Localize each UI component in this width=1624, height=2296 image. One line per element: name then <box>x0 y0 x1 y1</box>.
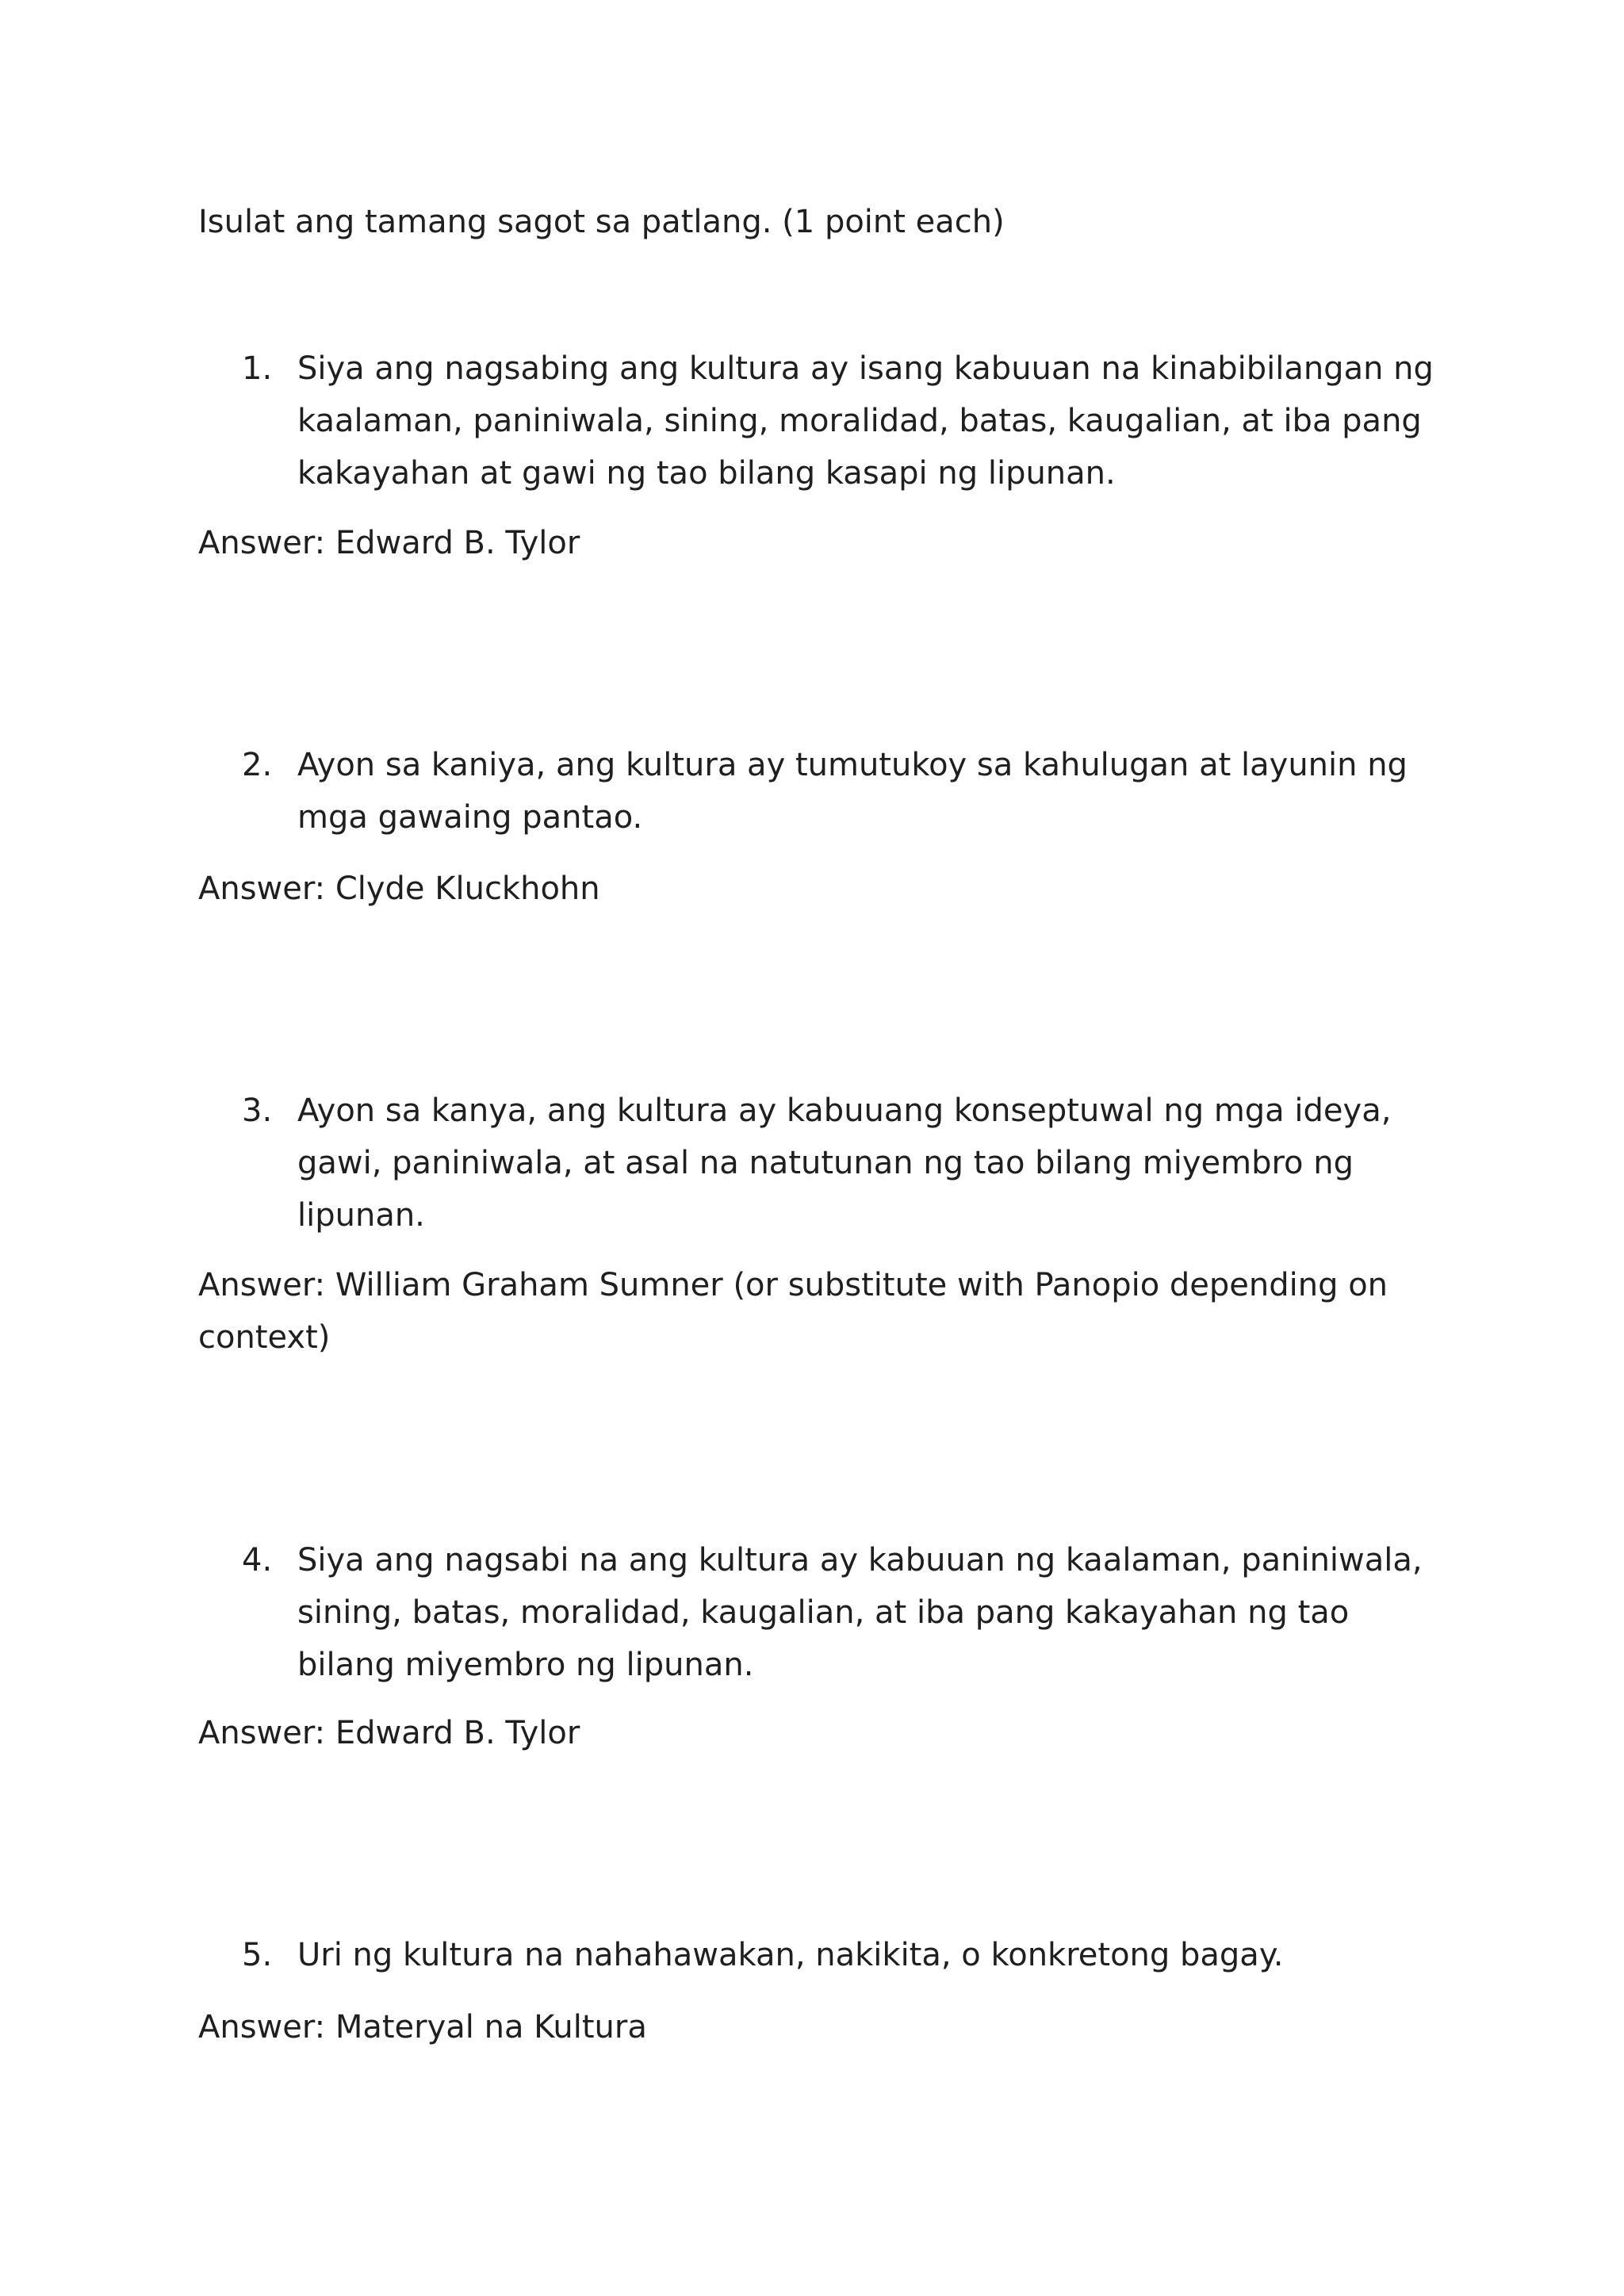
question-item <box>242 1534 1435 1691</box>
answer-text: Answer: Clyde Kluckhohn <box>198 871 600 907</box>
question-number: 3. <box>242 1093 273 1129</box>
question-item <box>242 1085 1435 1242</box>
question-item <box>242 342 1435 499</box>
question-text: Ayon sa kanya, ang kultura ay kabuuang konseptuwal ng mga ideya, gawi, paniniwala, at asal na natutunan ng tao bilang miyembro ng lipunan. <box>297 1093 1392 1234</box>
answer-text: Answer: Materyal na Kultura <box>198 2009 647 2045</box>
answer-text: Answer: William Graham Sumner (or substitute with Panopio depending on context) <box>198 1267 1388 1356</box>
question-text: Uri ng kultura na nahahawakan, nakikita, o konkretong bagay. <box>297 1937 1284 1973</box>
question-number: 1. <box>242 350 273 387</box>
question-number: 4. <box>242 1542 273 1578</box>
instruction-text: Isulat ang tamang sagot sa patlang. (1 point each) <box>198 204 1005 240</box>
question-item <box>242 739 1435 844</box>
question-number: 5. <box>242 1937 273 1973</box>
question-item <box>242 1929 1435 1981</box>
answer-text: Answer: Edward B. Tylor <box>198 525 580 561</box>
question-text: Siya ang nagsabing ang kultura ay isang kabuuan na kinabibilangan ng kaalaman, paniniwala, sining, moralidad, batas, kaugalian, at iba pang kakayahan at gawi ng tao bilang kasapi ng lipunan. <box>297 350 1434 492</box>
question-number: 2. <box>242 747 273 783</box>
question-text: Ayon sa kaniya, ang kultura ay tumutukoy sa kahulugan at layunin ng mga gawaing pantao. <box>297 747 1408 836</box>
question-text: Siya ang nagsabi na ang kultura ay kabuuan ng kaalaman, paniniwala, sining, batas, moralidad, kaugalian, at iba pang kakayahan ng tao bilang miyembro ng lipunan. <box>297 1542 1423 1683</box>
answer-text: Answer: Edward B. Tylor <box>198 1715 580 1751</box>
